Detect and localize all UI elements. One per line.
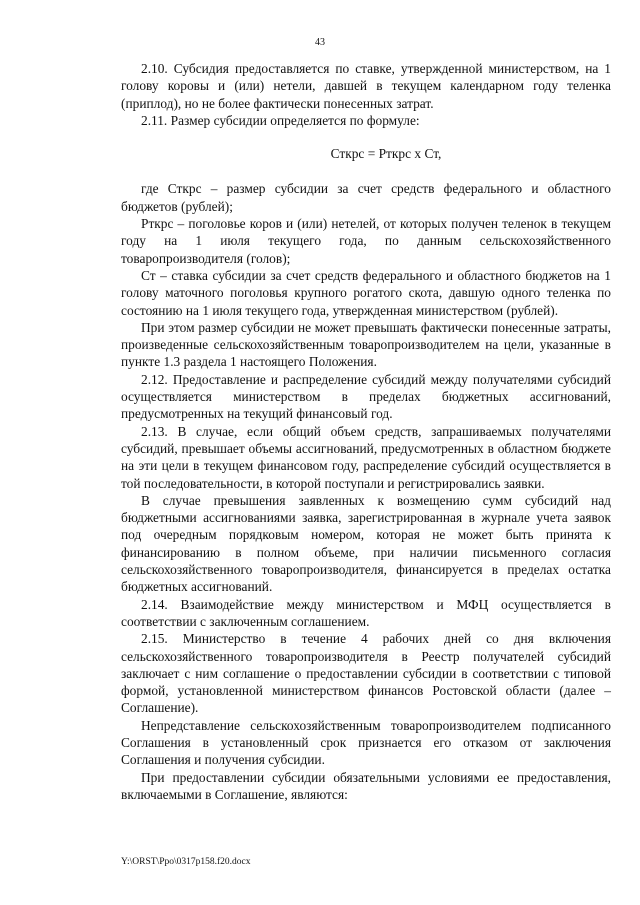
paragraph-excess: В случае превышения заявленных к возмещению сумм субсидий над бюджетными ассигнованиями заявка, зарегистрированная в журнале учета заявок под очередным порядковым номером, которая не может быть принята к финансированию в полном объеме, при наличии письменного согласия сельскохозяйственного товаропроизводителя, финансируется в пределах остатка бюджетных ассигнований. [121, 492, 611, 595]
footer-file-path: Y:\ORST\Ppo\0317p158.f20.docx [121, 857, 251, 867]
paragraph-2-13: 2.13. В случае, если общий объем средств, запрашиваемых получателями субсидий, превышает объемы ассигнований, предусмотренных в областном бюджете на эти цели в текущем финансовом году, распределение субсидий осуществляется в той последовательности, в которой поступали и регистрировались заявки. [121, 423, 611, 491]
paragraph-2-10: 2.10. Субсидия предоставляется по ставке, утвержденной министерством, на 1 голову коровы и (или) нетели, давшей в текущем календарном году теленка (приплод), но не более фактически понесенных затрат. [121, 61, 611, 111]
paragraph-limit: При этом размер субсидии не может превышать фактически понесенные затраты, произведенные сельскохозяйственным товаропроизводителем на цели, указанные в пункте 1.3 раздела 1 настоящего Положения. [121, 319, 611, 370]
paragraph-2-12: 2.12. Предоставление и распределение субсидий между получателями субсидий осуществляется министерством в пределах бюджетных ассигнований, предусмотренных на текущий финансовый год. [121, 371, 611, 422]
definition-stkrs: где Сткрс – размер субсидии за счет средств федерального и областного бюджетов (рублей); [121, 181, 611, 214]
paragraph-2-11: 2.11. Размер субсидии определяется по формуле: [141, 112, 420, 128]
paragraph-conditions: При предоставлении субсидии обязательными условиями ее предоставления, включаемыми в Соглашение, являются: [121, 769, 611, 802]
document-body [121, 60, 611, 803]
formula: Сткрс = Рткрс х Ст, [330, 146, 442, 162]
paragraph-refusal: Непредставление сельскохозяйственным товаропроизводителем подписанного Соглашения в установленный срок признается его отказом от заключения Соглашения и получения субсидии. [121, 717, 611, 768]
paragraph-2-14: 2.14. Взаимодействие между министерством и МФЦ осуществляется в соответствии с заключенным соглашением. [121, 596, 611, 629]
paragraph-2-15: 2.15. Министерство в течение 4 рабочих дней со дня включения сельскохозяйственного товаропроизводителя в Реестр получателей субсидий заключает с ним соглашение о предоставлении субсидии в соответствии с типовой формой, установленной министерством финансов Ростовской области (далее – Соглашение). [121, 631, 611, 716]
definition-st: Ст – ставка субсидии за счет средств федерального и областного бюджетов на 1 голову маточного поголовья крупного рогатого скота, давшую одного теленка по состоянию на 1 июля текущего года, утвержденная министерством (рублей). [121, 267, 611, 318]
page-number: 43 [315, 37, 325, 48]
definition-rtkrs: Рткрс – поголовье коров и (или) нетелей, от которых получен теленок в текущем году на 1 июля текущего года, по данным сельскохозяйственного товаропроизводителя (голов); [121, 216, 611, 266]
